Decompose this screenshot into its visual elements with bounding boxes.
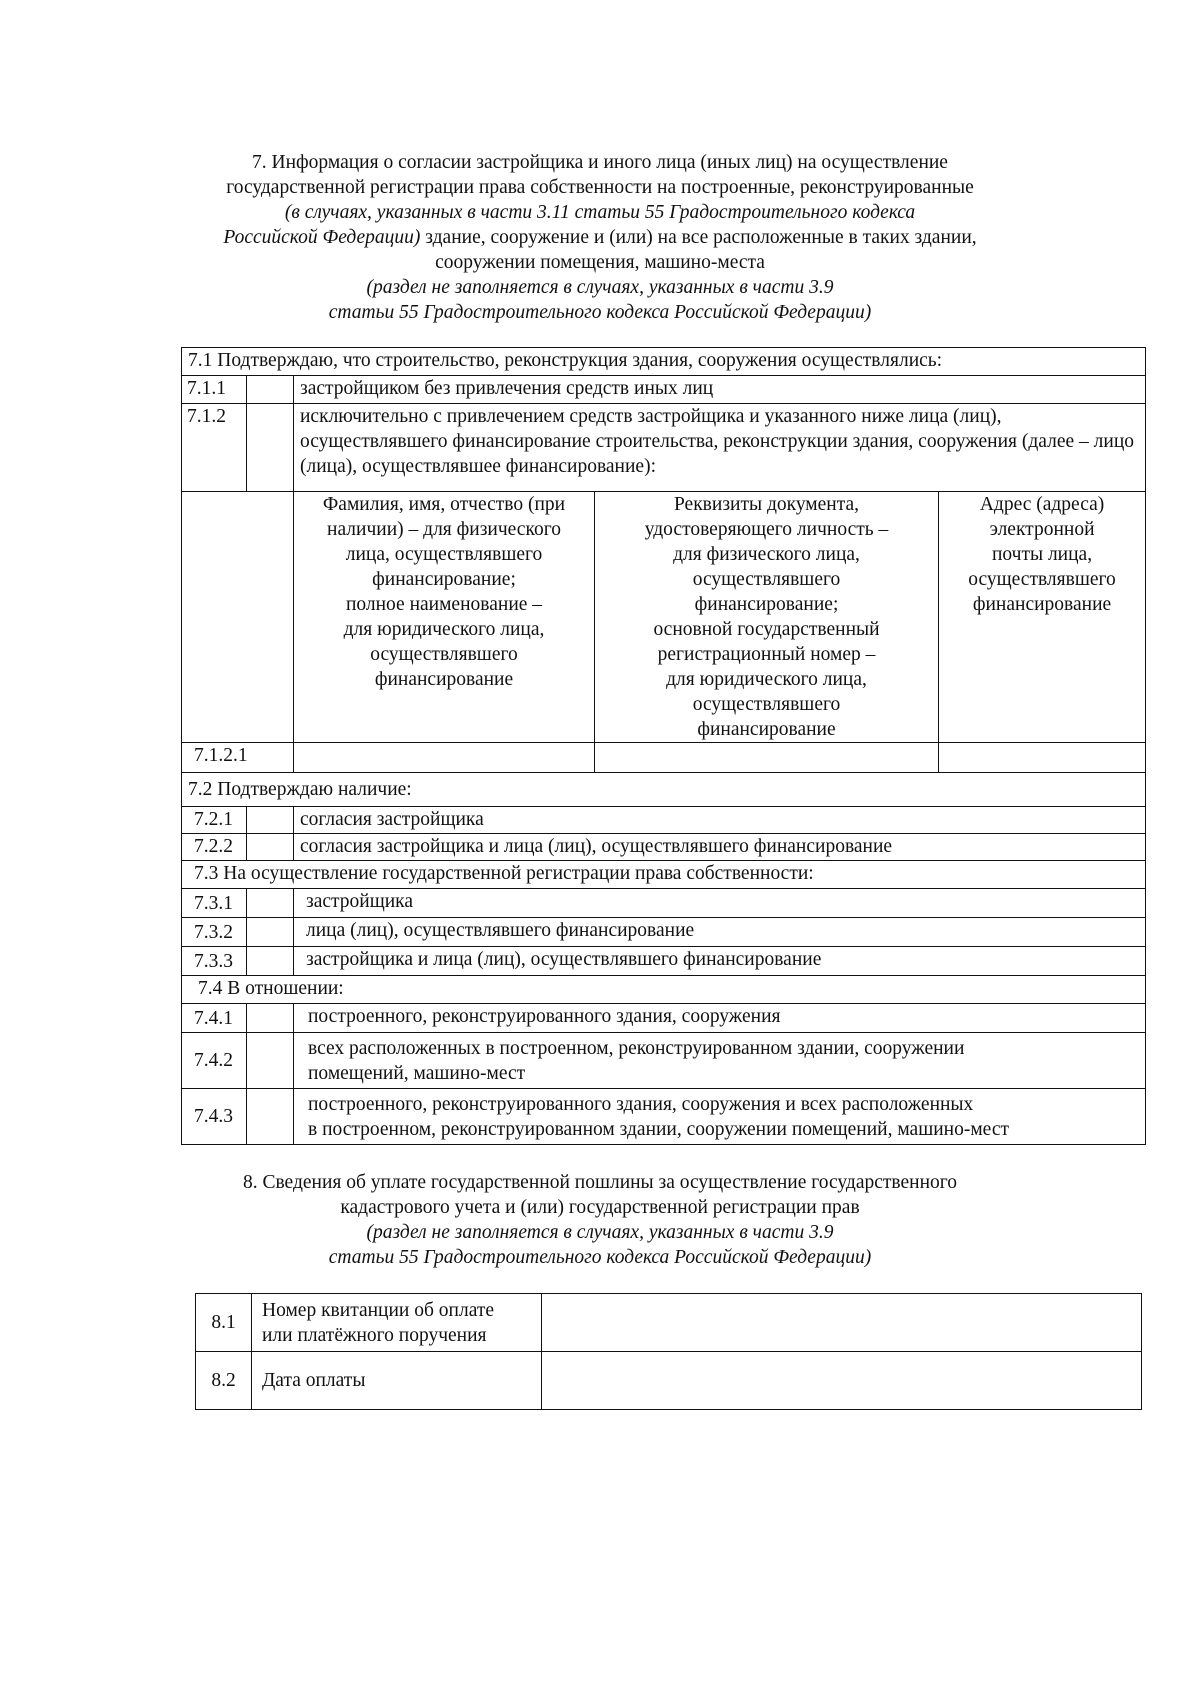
header-line: Реквизиты документа,: [673, 494, 860, 515]
table-row: [182, 348, 1146, 376]
section-7-title-line: (в случаях, указанных в части 3.11 статьи 55 Градостроительного кодекса: [284, 202, 916, 223]
header-line: для юридического лица,: [666, 669, 867, 690]
section-7-title-normal: здание, сооружение и (или) на все расположенные в таких здании,: [420, 227, 977, 248]
header-line: наличии) – для физического: [327, 519, 561, 540]
row-text: застройщика и лица (лиц), осуществлявшего финансирование: [294, 947, 1146, 976]
row-code: 7.4.3: [182, 1089, 247, 1145]
input-cell-receipt-number[interactable]: [542, 1294, 1142, 1352]
header-line: финансирование: [374, 669, 514, 690]
table-row: [182, 947, 1146, 976]
header-line: финансирование: [972, 594, 1112, 615]
header-line: осуществлявшего: [370, 644, 518, 665]
table-row: [182, 773, 1146, 807]
row-text-line: в построенном, реконструированном здании, сооружении помещений, машино-мест: [308, 1118, 1010, 1140]
header-line: лица, осуществлявшего: [345, 544, 543, 565]
checkbox-cell-7-2-2[interactable]: [247, 834, 294, 861]
empty-cell: [182, 492, 294, 743]
row-code: 8.1: [196, 1294, 252, 1352]
section-7-title-line: сооружении помещения, машино-места: [435, 252, 765, 273]
row-text: согласия застройщика: [294, 807, 1146, 834]
checkbox-cell-7-3-1[interactable]: [247, 889, 294, 918]
table-row: [182, 743, 1146, 773]
group-title-7-1: 7.1 Подтверждаю, что строительство, реконструкция здания, сооружения осуществлялись:: [182, 348, 1146, 376]
header-line: финансирование;: [372, 569, 516, 590]
input-cell-payment-date[interactable]: [542, 1352, 1142, 1410]
checkbox-cell-7-4-3[interactable]: [247, 1089, 294, 1145]
section-7-heading: [150, 150, 1050, 325]
input-cell-financier-name[interactable]: [294, 743, 595, 773]
row-code: 7.2.2: [182, 834, 247, 861]
checkbox-cell-7-3-3[interactable]: [247, 947, 294, 976]
table-row: [196, 1352, 1142, 1410]
table-row: [182, 404, 1146, 492]
table-row: [182, 807, 1146, 834]
section-7-note: (раздел не заполняется в случаях, указанных в части 3.9: [366, 277, 834, 298]
section-8-note: (раздел не заполняется в случаях, указанных в части 3.9: [366, 1222, 834, 1243]
table-row: [182, 834, 1146, 861]
row-text: [294, 1033, 1146, 1089]
header-line: полное наименование –: [345, 594, 543, 615]
section-7-title-line: государственной регистрации права собственности на построенные, реконструированные: [226, 177, 974, 198]
header-line: для юридического лица,: [343, 619, 545, 640]
header-line: регистрационный номер –: [657, 644, 876, 665]
section-7-title-italic: Российской Федерации): [223, 227, 421, 248]
row-text: лица (лиц), осуществлявшего финансирование: [294, 918, 1146, 947]
row-text: [294, 1089, 1146, 1145]
checkbox-cell-7-4-1[interactable]: [247, 1004, 294, 1033]
row-code: 7.4.2: [182, 1033, 247, 1089]
header-line: осуществлявшего: [692, 569, 841, 590]
row-text: застройщика: [294, 889, 1146, 918]
header-line: почты лица,: [991, 544, 1093, 565]
row-text: согласия застройщика и лица (лиц), осуществлявшего финансирование: [294, 834, 1146, 861]
row-code: 7.3.3: [182, 947, 247, 976]
table-row: [196, 1294, 1142, 1352]
group-title-7-4: 7.4 В отношении:: [182, 976, 1146, 1004]
row-text-line: построенного, реконструированного здания, сооружения и всех расположенных: [308, 1093, 974, 1115]
row-code: 7.1.2.1: [182, 743, 294, 773]
group-title-7-3: 7.3 На осуществление государственной регистрации права собственности:: [182, 861, 1146, 889]
section-7-table: [181, 347, 1146, 1145]
header-line: для физического лица,: [673, 544, 860, 565]
row-code: 7.2.1: [182, 807, 247, 834]
checkbox-cell-7-1-2[interactable]: [247, 404, 294, 492]
section-7-title-line: [150, 225, 1050, 250]
row-label: Дата оплаты: [252, 1352, 542, 1410]
header-line: Фамилия, имя, отчество (при: [322, 494, 566, 515]
row-code: 8.2: [196, 1352, 252, 1410]
section-7-note: статьи 55 Градостроительного кодекса Российской Федерации): [328, 302, 872, 323]
column-header-name: [294, 492, 595, 743]
checkbox-cell-7-4-2[interactable]: [247, 1033, 294, 1089]
section-8-heading: [150, 1170, 1050, 1270]
row-text: построенного, реконструированного здания, сооружения: [294, 1004, 1146, 1033]
group-title-7-2: 7.2 Подтверждаю наличие:: [182, 773, 1146, 807]
row-code: 7.3.1: [182, 889, 247, 918]
section-7-title-line: 7. Информация о согласии застройщика и иного лица (иных лиц) на осуществление: [252, 152, 948, 173]
table-row: [182, 1033, 1146, 1089]
table-row: [182, 889, 1146, 918]
row-label-line: или платёжного поручения: [262, 1324, 487, 1346]
table-row: [182, 1089, 1146, 1145]
row-code: 7.4.1: [182, 1004, 247, 1033]
column-header-email: [939, 492, 1146, 743]
row-label-line: Номер квитанции об оплате: [262, 1299, 495, 1321]
section-8-note: статьи 55 Градостроительного кодекса Российской Федерации): [328, 1247, 872, 1268]
checkbox-cell-7-1-1[interactable]: [247, 376, 294, 404]
header-line: финансирование: [697, 719, 836, 740]
section-8-title-line: 8. Сведения об уплате государственной пошлины за осуществление государственного: [242, 1172, 958, 1193]
section-8-title-line: кадастрового учета и (или) государственной регистрации прав: [340, 1197, 860, 1218]
checkbox-cell-7-3-2[interactable]: [247, 918, 294, 947]
table-row: [182, 1004, 1146, 1033]
row-code: 7.1.2: [182, 404, 247, 492]
header-line: осуществлявшего: [968, 569, 1116, 590]
row-text-line: помещений, машино-мест: [308, 1062, 526, 1084]
table-row: [182, 976, 1146, 1004]
row-text: исключительно с привлечением средств застройщика и указанного ниже лица (лиц), осуществлявшего финансирование строительства, реконструкции здания, сооружения (далее – лицо (лица), осуществлявшее финансирование):: [294, 404, 1146, 492]
column-header-document: [595, 492, 939, 743]
input-cell-financier-email[interactable]: [939, 743, 1146, 773]
section-8-table: [195, 1293, 1142, 1410]
row-text: застройщиком без привлечения средств иных лиц: [294, 376, 1146, 404]
header-line: финансирование;: [694, 594, 839, 615]
row-code: 7.1.1: [182, 376, 247, 404]
table-row: [182, 918, 1146, 947]
row-label: [252, 1294, 542, 1352]
header-line: осуществлявшего: [692, 694, 841, 715]
table-row: [182, 861, 1146, 889]
table-row: [182, 492, 1146, 743]
table-row: [182, 376, 1146, 404]
header-line: Адрес (адреса): [979, 494, 1105, 515]
input-cell-financier-document[interactable]: [595, 743, 939, 773]
header-line: удостоверяющего личность –: [644, 519, 889, 540]
header-line: основной государственный: [653, 619, 880, 640]
row-code: 7.3.2: [182, 918, 247, 947]
row-text-line: всех расположенных в построенном, реконструированном здании, сооружении: [308, 1037, 965, 1059]
checkbox-cell-7-2-1[interactable]: [247, 807, 294, 834]
header-line: электронной: [989, 519, 1095, 540]
